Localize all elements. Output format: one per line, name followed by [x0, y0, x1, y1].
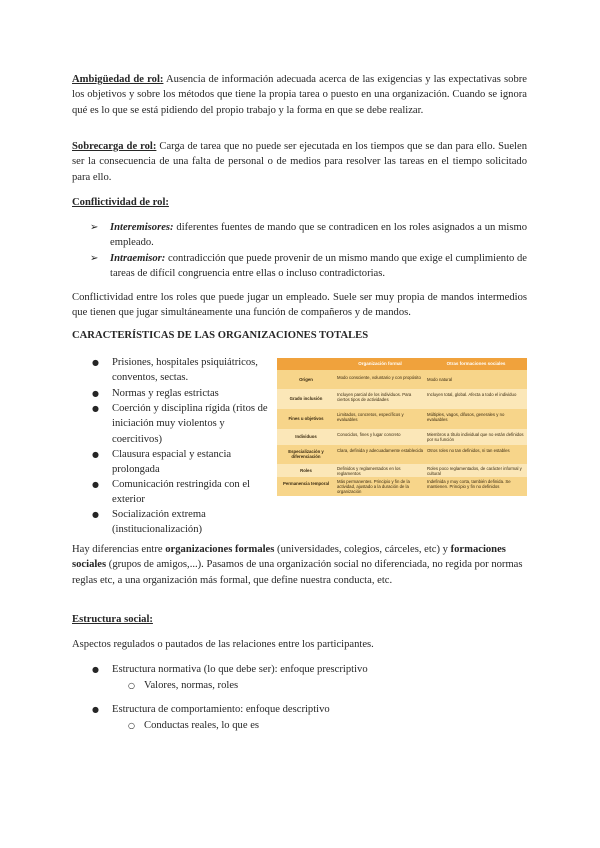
totales-bullet: ● Normas y reglas estrictas [92, 386, 272, 401]
comparison-table [277, 358, 527, 496]
conflictividad-summary: Conflictividad entre los roles que puede jugar un empleado. Suele ser muy propia de mandos intermedios que tienen que jugar simultáneamente una función de compañeros y de mandos. [72, 292, 527, 319]
circle-bullet-icon: ○ [128, 721, 135, 730]
table-header-otras: Otras formaciones sociales [425, 358, 527, 370]
totales-bullet: ● Socialización extrema (institucionalización) [92, 509, 206, 536]
bullet-dot-icon: ● [92, 404, 99, 413]
organizaciones-formales: organizaciones formales [165, 544, 275, 555]
conflictividad-item [90, 220, 527, 251]
estructura-intro: Aspectos regulados o pautados de las relaciones entre los participantes. [72, 639, 374, 650]
bullet-dot-icon: ● [92, 510, 99, 519]
estructura-subitem: ○ Conductas reales, lo que es [128, 720, 260, 731]
totales-bullet: ● Prisiones, hospitales psiquiátricos, conventos, sectas. [92, 357, 258, 384]
totales-bullet: ● Coerción y disciplina rígida (ritos de iniciación muy violentos y coercitivos) [92, 403, 268, 445]
bullet-dot-icon: ● [92, 705, 99, 714]
totales-bullet: ● Clausura espacial y estancia prolongada [92, 449, 232, 476]
estructura-item: ● Estructura de comportamiento: enfoque descriptivo [92, 702, 512, 717]
table-row: Permanencia temporal Más permanentes. Principio y fin de la actividad, ajustado a la duración de la organización Indefinida y muy corta, también definida. Se mantienen. Principio y fin no definidos [282, 479, 511, 494]
bullet-dot-icon: ● [92, 450, 99, 459]
table-row: Individuos Conocidos, fines y lugar concreto Miembros a título individual que no están definidos por su función [277, 429, 527, 445]
totales-bullet: ● Comunicación restringida con el exterior [92, 479, 250, 506]
table-header-blank [277, 358, 335, 370]
table-row: Origen Modo consciente, voluntario y con propósito Modo natural [299, 375, 453, 382]
circle-bullet-icon: ○ [128, 681, 135, 690]
table-row: Especialización y diferenciación Clara, definida y adecuadamente establecida Otros roles no tan definidos, ni tan estables [288, 448, 510, 459]
diferencias-paragraph: Hay diferencias entre organizaciones formales (universidades, colegios, cárceles, etc) y formaciones sociales (grupos de amigos,...). Pasamos de una organización social no diferenciada, no regida por normas reglas etc, a una organización más formal, que define nuestra conducta, etc. [72, 544, 523, 586]
bullet-dot-icon: ● [92, 665, 99, 674]
totales-title: CARACTERÍSTICAS DE LAS ORGANIZACIONES TOTALES [72, 330, 369, 341]
arrow-bullet-icon: ➢ [90, 253, 99, 264]
ambiguedad-paragraph [72, 72, 527, 118]
table-header-formal: Organización formal [335, 358, 425, 370]
conflictividad-title: Conflictividad de rol: [72, 197, 169, 208]
sobrecarga-title: Sobrecarga de rol: [72, 141, 157, 152]
bullet-dot-icon: ● [92, 358, 99, 367]
conflictividad-item [90, 251, 527, 282]
sobrecarga-paragraph [72, 139, 527, 185]
bullet-dot-icon: ● [92, 389, 99, 398]
table-row: Roles Definidos y reglamentados en los reglamentos Roles poco reglamentados, de carácter informal y cultural [277, 464, 527, 477]
estructura-title: Estructura social: [72, 614, 153, 625]
conflictividad-desc: contradicción que puede provenir de un mismo mando que exige el cumplimiento de tareas de difícil congruencia entre ellas o incluso contradictorias. [110, 253, 527, 280]
conflictividad-term: Interemisores: [110, 222, 174, 233]
ambiguedad-title: Ambigüedad de rol: [72, 74, 164, 85]
formaciones-sociales: formaciones sociales [72, 544, 506, 571]
estructura-item: ● Estructura normativa (lo que debe ser): enfoque prescriptivo [92, 662, 512, 677]
table-row: Fines u objetivos Limitados, concretos, específicos y evaluables Múltiples, vagos, difusos, generales y no evaluables [288, 412, 505, 422]
conflictividad-term: Intraemisor: [110, 253, 166, 264]
ambiguedad-text: Ausencia de información adecuada acerca de las exigencias y las expectativas sobre los objetivos y sobre los métodos que tiene la propia tarea o puesto en una organización. Cuando se ignora qué es lo que se está pidiendo del propio trabajo y la forma en que se debe realizar. [72, 74, 527, 116]
estructura-subitem: ○ Valores, normas, roles [128, 680, 239, 691]
bullet-dot-icon: ● [92, 480, 99, 489]
arrow-bullet-icon: ➢ [90, 222, 99, 233]
sobrecarga-text: Carga de tarea que no puede ser ejecutada en los tiempos que se dan para ello. Suelen ser la consecuencia de una falta de personal o de medios para resolver las tareas en el tiempo solicitado para ello. [72, 141, 527, 183]
conflictividad-desc: diferentes fuentes de mando que se contradicen en los roles asignados a un mismo empleado. [110, 222, 527, 249]
table-row: Grado inclusión Incluyen parcial de los individuos. Para ciertos tipos de actividades Incluyen total, global. Afecta a todo el individuo [277, 389, 527, 409]
